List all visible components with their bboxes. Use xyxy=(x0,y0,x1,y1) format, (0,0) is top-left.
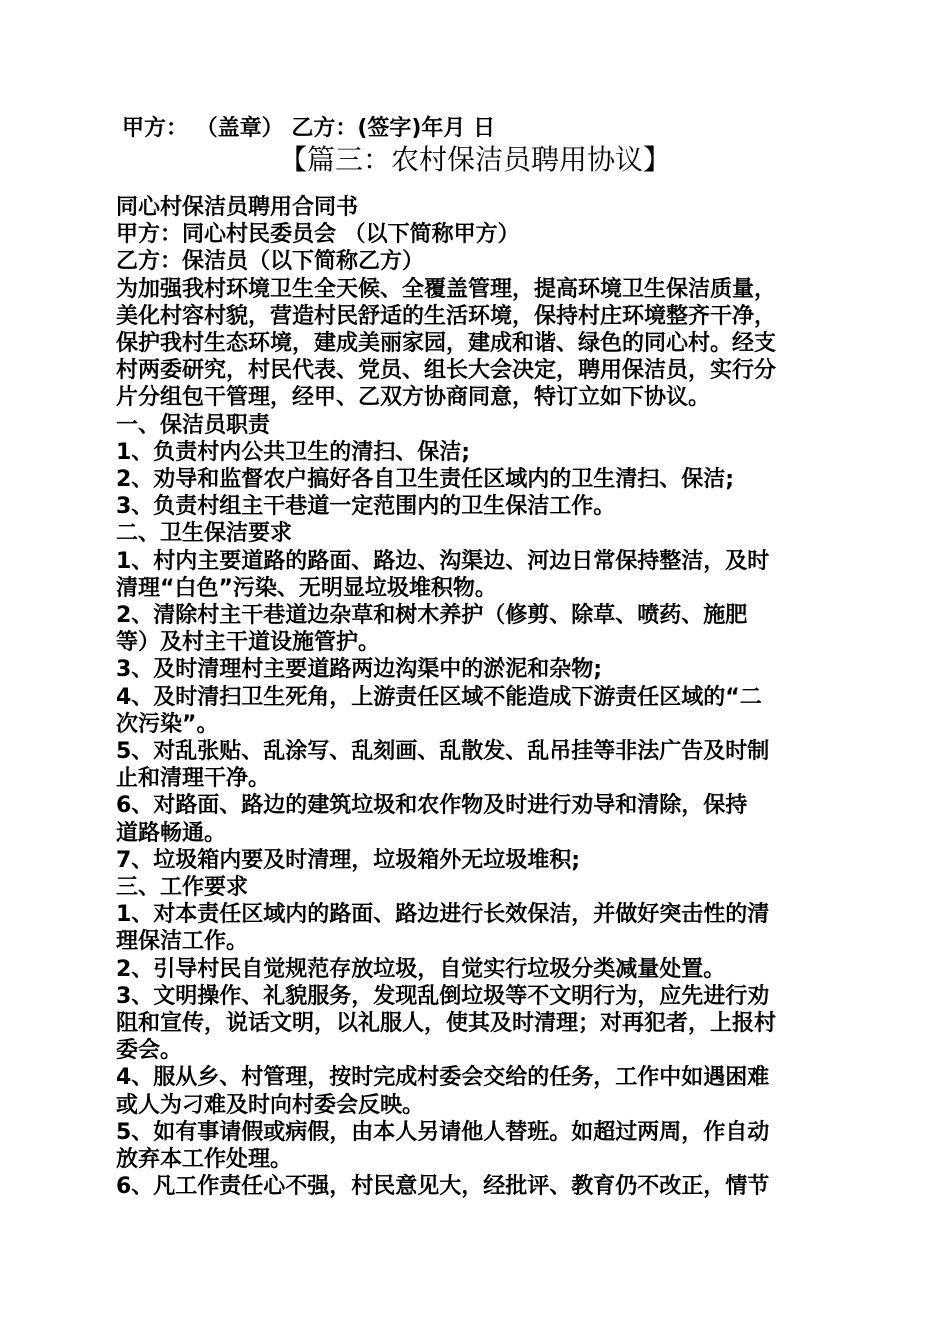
body-line: 2、引导村民自觉规范存放垃圾，自觉实行垃圾分类减量处置。 xyxy=(116,957,726,982)
body-line: 美化村容村貌，营造村民舒适的生活环境，保持村庄环境整齐干净， xyxy=(116,304,777,329)
body-line: 5、对乱张贴、乱涂写、乱刻画、乱散发、乱吊挂等非法广告及时制 xyxy=(116,739,770,764)
body-line: 7、垃圾箱内要及时清理，垃圾箱外无垃圾堆积; xyxy=(116,848,581,873)
body-line: 委会。 xyxy=(116,1038,183,1063)
body-line: 1、村内主要道路的路面、路边、沟渠边、河边日常保持整洁，及时 xyxy=(116,549,770,574)
body-line: 片分组包干管理，经甲、乙双方协商同意，特订立如下协议。 xyxy=(116,385,711,410)
body-line: 三、工作要求 xyxy=(116,875,249,900)
body-line: 道路畅通。 xyxy=(116,821,227,846)
body-line: 为加强我村环境卫生全天候、全覆盖管理，提高环境卫生保洁质量， xyxy=(116,277,777,302)
body-line: 3、负责村组主干巷道一定范围内的卫生保洁工作。 xyxy=(116,494,616,519)
body-line: 5、如有事请假或病假，由本人另请他人替班。如超过两周，作自动 xyxy=(116,1120,770,1145)
body-line: 止和清理干净。 xyxy=(116,766,271,791)
body-line: 次污染”。 xyxy=(116,712,219,737)
body-line: 等）及村主干道设施管护。 xyxy=(116,630,381,655)
signature-line: 甲方： （盖章） 乙方：(签字)年月 日 xyxy=(122,116,496,141)
body-line: 4、及时清扫卫生死角，上游责任区域不能造成下游责任区域的“二 xyxy=(116,685,762,710)
body-line: 村两委研究，村民代表、党员、组长大会决定，聘用保洁员，实行分 xyxy=(116,358,777,383)
body-line: 6、凡工作责任心不强，村民意见大，经批评、教育仍不改正，情节 xyxy=(116,1174,770,1199)
body-line: 2、劝导和监督农户搞好各自卫生责任区域内的卫生清扫、保洁; xyxy=(116,467,735,492)
body-line: 6、对路面、路边的建筑垃圾和农作物及时进行劝导和清除，保持 xyxy=(116,793,748,818)
body-line: 或人为刁难及时向村委会反映。 xyxy=(116,1093,425,1118)
body-line: 3、文明操作、礼貌服务，发现乱倒垃圾等不文明行为，应先进行劝 xyxy=(116,984,770,1009)
body-line: 乙方：保洁员（以下简称乙方） xyxy=(116,249,425,274)
body-line: 1、负责村内公共卫生的清扫、保洁; xyxy=(116,440,471,465)
body-line: 清理“白色”污染、无明显垃圾堆积物。 xyxy=(116,576,497,601)
body-line: 阻和宣传，说话文明，以礼服人，使其及时清理；对再犯者，上报村 xyxy=(116,1011,777,1036)
body-line: 甲方：同心村民委员会 （以下简称甲方） xyxy=(116,222,520,247)
body-line: 1、对本责任区域内的路面、路边进行长效保洁，并做好突击性的清 xyxy=(116,902,770,927)
body-line: 同心村保洁员聘用合同书 xyxy=(116,195,359,220)
body-line: 保护我村生态环境，建成美丽家园，建成和谐、绿色的同心村。经支 xyxy=(116,331,777,356)
section-title: 【篇三：农村保洁员聘用协议】 xyxy=(278,143,671,176)
body-line: 2、清除村主干巷道边杂草和树木养护（修剪、除草、喷药、施肥 xyxy=(116,603,748,628)
body-line: 放弃本工作处理。 xyxy=(116,1147,293,1172)
body-line: 3、及时清理村主要道路两边沟渠中的淤泥和杂物; xyxy=(116,657,603,682)
body-line: 一、保洁员职责 xyxy=(116,413,271,438)
body-line: 4、服从乡、村管理，按时完成村委会交给的任务，工作中如遇困难 xyxy=(116,1065,770,1090)
body-line: 理保洁工作。 xyxy=(116,929,249,954)
body-line: 二、卫生保洁要求 xyxy=(116,521,293,546)
